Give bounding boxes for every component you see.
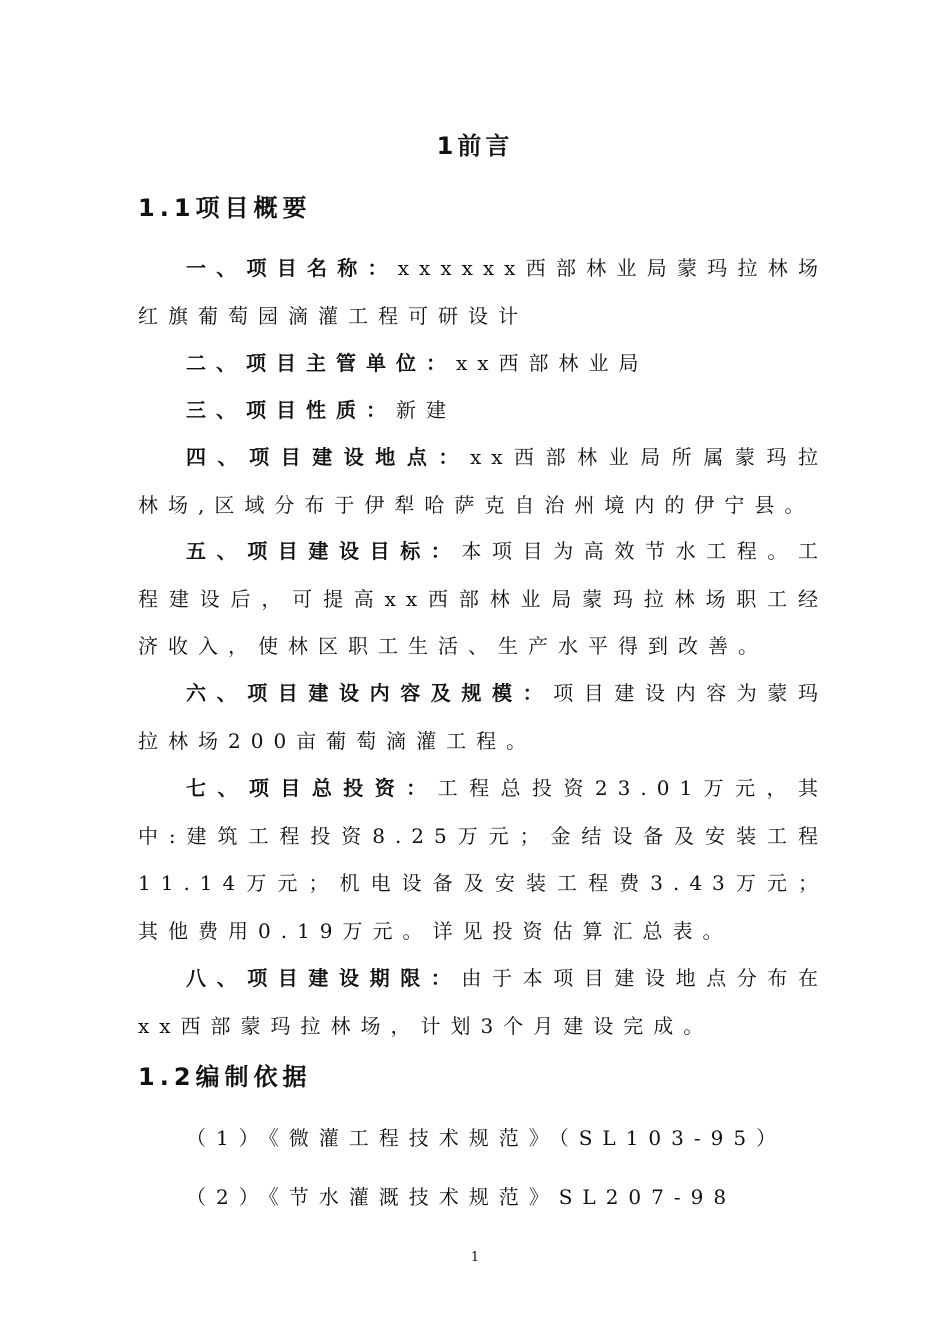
item-label: 二、项目主管单位： [186,351,456,375]
item-project-goal [138,528,828,671]
item-label: 五、项目建设目标： [186,539,462,563]
item-construction-period [138,955,828,1050]
item-label: 三、项目性质： [186,398,396,422]
item-total-investment [138,765,828,955]
item-supervising-unit [138,340,828,388]
item-text: 由于本项目建设地点分布在xx西部蒙玛拉林场，计划3个月建设完成。 [138,966,829,1038]
item-label: 七、项目总投资： [186,776,438,800]
item-text: 本项目为高效节水工程。工程建设后，可提高xx西部林业局蒙玛拉林场职工经济收入，使林区职工生活、生产水平得到改善。 [138,539,829,658]
item-text: 新建 [396,398,456,422]
reference-item: （2）《节水灌溉技术规范》SL207-98 [186,1185,737,1209]
item-project-scope [138,670,828,765]
page-number: 1 [470,1250,480,1265]
chapter-title: 1前言 [436,132,514,160]
item-text: xxxxxx西部林业局蒙玛拉林场红旗葡萄园滴灌工程可研设计 [138,256,828,328]
item-project-location [138,434,828,529]
section-title-overview: 1.1项目概要 [138,194,312,222]
reference-item: （1）《微灌工程技术规范》（SL103-95） [186,1126,787,1150]
item-text: 工程总投资23.01万元，其中:建筑工程投资8.25万元；金结设备及安装工程11.14万元；机电设备及安装工程费3.43万元；其他费用0.19万元。详见投资估算汇总表。 [138,776,828,943]
item-label: 八、项目建设期限： [186,966,462,990]
item-label: 六、项目建设内容及规模： [186,681,554,705]
section-title-basis: 1.2编制依据 [138,1063,312,1091]
item-text: xx西部林业局所属蒙玛拉林场,区域分布于伊犁哈萨克自治州境内的伊宁县。 [138,445,829,517]
item-text: 项目建设内容为蒙玛拉林场200亩葡萄滴灌工程。 [138,681,829,753]
item-project-nature [138,387,828,435]
item-text: xx西部林业局 [456,351,649,375]
item-label: 四、项目建设地点： [186,445,470,469]
item-project-name [138,245,828,340]
item-label: 一、项目名称： [186,256,398,280]
